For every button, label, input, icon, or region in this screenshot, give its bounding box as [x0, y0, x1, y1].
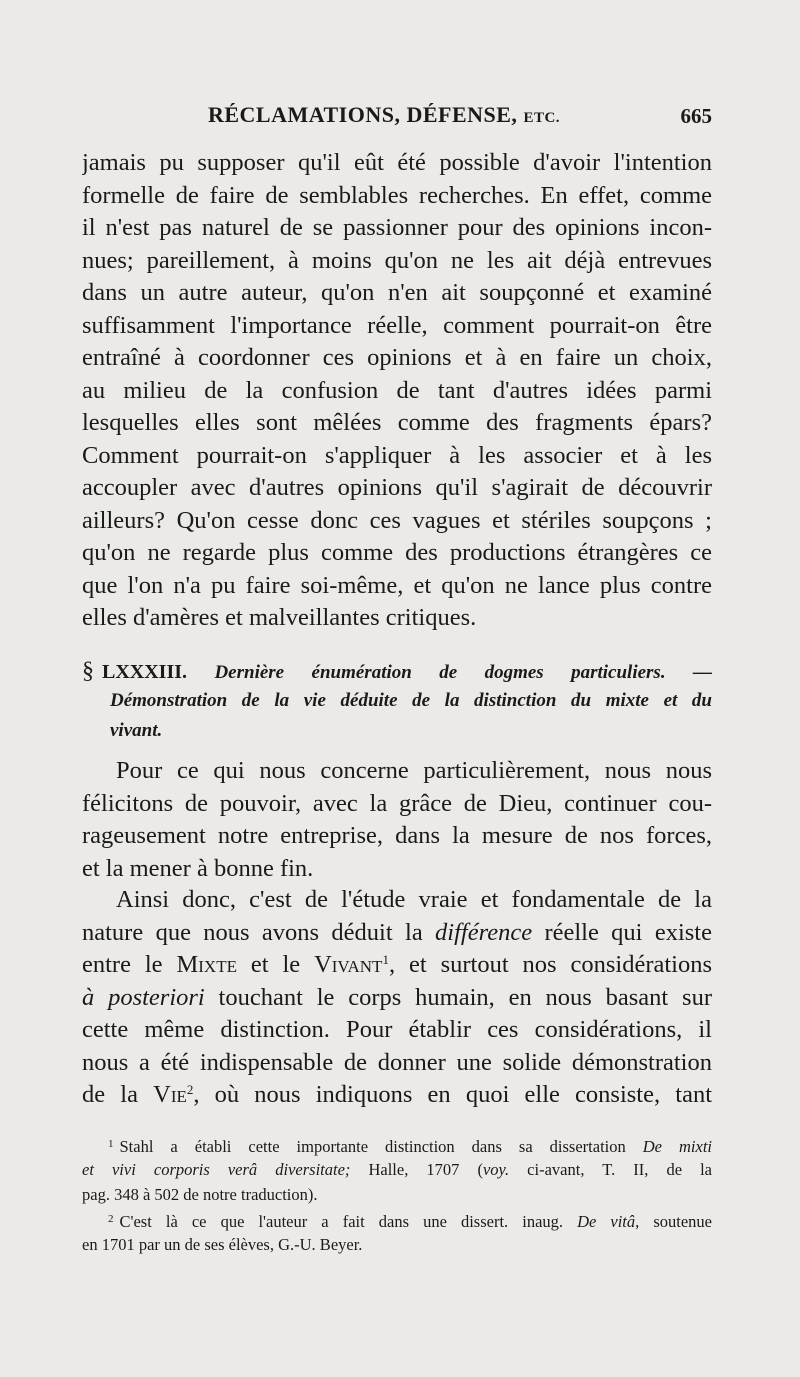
text-line: il n'est pas naturel de se passionner pour des opinions incon- [82, 214, 712, 241]
text-line: suffisamment l'importance réelle, comment pourrait-on être [82, 311, 712, 339]
section-title-part: Démonstration de la vie déduite de la distinction du mixte et du [110, 690, 712, 711]
text-line [82, 982, 712, 1015]
text-line: lesquelles elles sont mêlées comme des fragments épars? [82, 409, 712, 436]
text-line: nous a été indispensable de donner une solide démonstration [82, 1048, 712, 1076]
text-span: Halle, 1707 ( [350, 1160, 483, 1179]
section-title-part: Dernière énumération de dogmes particuliers. — [214, 662, 712, 683]
paragraph-3 [82, 884, 712, 1112]
text-line: elles d'amères et malveillantes critiques. [82, 604, 477, 631]
small-caps-term: Vie [153, 1081, 187, 1108]
section-heading-line [82, 656, 712, 686]
footnote-ref: 2 [186, 1082, 194, 1097]
text-line: Pour ce qui nous concerne particulièrement, nous nous [116, 757, 712, 784]
italic-term: De vitâ [577, 1212, 636, 1231]
text-span: touchant le corps humain, en nous basant sur [204, 983, 712, 1011]
section-title-part: vivant. [110, 720, 163, 741]
text-line: entraîné à coordonner ces opinions et à en faire un choix, [82, 344, 712, 371]
running-head-etc: ETC. [523, 110, 561, 126]
italic-term: voy. [482, 1160, 510, 1179]
text-line: cette même distinction. Pour établir ces considérations, il [82, 1016, 712, 1043]
text-span: ci-avant, T. II, de la [509, 1160, 713, 1179]
running-head [84, 102, 712, 136]
italic-term: à posteriori [82, 983, 205, 1011]
text-span: , soutenue [635, 1212, 713, 1231]
text-span: , et surtout nos considérations [388, 951, 712, 978]
paragraph-1 [82, 147, 712, 635]
text-span: Stahl a établi cette importante distinction dans sa dissertation [119, 1137, 643, 1156]
footnotes [82, 1132, 712, 1257]
section-heading [82, 656, 712, 746]
text-line: formelle de faire de semblables recherches. En effet, comme [82, 181, 712, 209]
text-line [82, 949, 712, 982]
footnote-line: pag. 348 à 502 de notre traduction). [82, 1185, 318, 1204]
running-head-title [84, 102, 684, 128]
text-line: Ainsi donc, c'est de l'étude vraie et fondamentale de la [116, 886, 712, 913]
footnote-line [82, 1132, 712, 1157]
text-line: Comment pourrait-on s'appliquer à les associer et à les [82, 441, 712, 469]
text-span: de la [82, 1081, 154, 1108]
text-line: qu'on ne regarde plus comme des productions étrangères ce [82, 539, 712, 566]
footnote-mark: 1 [108, 1138, 114, 1150]
text-span: entre le [82, 951, 177, 978]
text-line: nues; pareillement, à moins qu'on ne les ait déjà entrevues [82, 246, 712, 274]
text-line: au milieu de la confusion de tant d'autres idées parmi [82, 376, 712, 404]
running-head-text: RÉCLAMATIONS, DÉFENSE, [207, 102, 518, 127]
footnote-line [82, 1157, 712, 1182]
text-span: nature que nous avons déduit la [82, 918, 436, 946]
text-line: accoupler avec d'autres opinions qu'il s'agirait de découvrir [82, 474, 712, 501]
small-caps-term: Mixte [176, 951, 237, 978]
text-line [82, 917, 712, 950]
text-line: ailleurs? Qu'on cesse donc ces vagues et stériles soupçons ; [82, 506, 712, 534]
text-line: que l'on n'a pu faire soi-même, et qu'on ne lance plus contre [82, 571, 712, 599]
page-number: 665 [680, 104, 712, 128]
footnote-line: en 1701 par un de ses élèves, G.-U. Beyer. [82, 1235, 363, 1254]
text-line: et la mener à bonne fin. [82, 854, 314, 882]
text-span: réelle qui existe [532, 918, 712, 946]
section-number: LXXXIII. [102, 661, 188, 683]
text-line: rageusement notre entreprise, dans la mesure de nos forces, [82, 822, 712, 849]
text-line: jamais pu supposer qu'il eût été possible d'avoir l'intention [82, 149, 712, 176]
paragraph-2 [82, 755, 712, 885]
footnote-ref: 1 [382, 952, 389, 967]
footnote-line [82, 1207, 712, 1232]
text-span: C'est là ce que l'auteur a fait dans une dissert. inaug. [119, 1212, 578, 1231]
italic-term: De mixti [642, 1137, 712, 1156]
italic-term: et vivi corporis verâ diversitate; [82, 1160, 351, 1179]
section-sign: § [82, 658, 94, 684]
footnote-mark: 2 [108, 1213, 114, 1225]
small-caps-term: Vivant [314, 951, 383, 978]
text-line: félicitons de pouvoir, avec la grâce de Dieu, continuer cou- [82, 789, 712, 817]
italic-term: différence [435, 918, 533, 946]
text-line [82, 1079, 712, 1112]
text-span: , où nous indiquons en quoi elle consiste, tant [193, 1081, 712, 1108]
text-line: dans un autre auteur, qu'on n'en ait soupçonné et examiné [82, 279, 712, 306]
text-span: et le [236, 951, 315, 978]
